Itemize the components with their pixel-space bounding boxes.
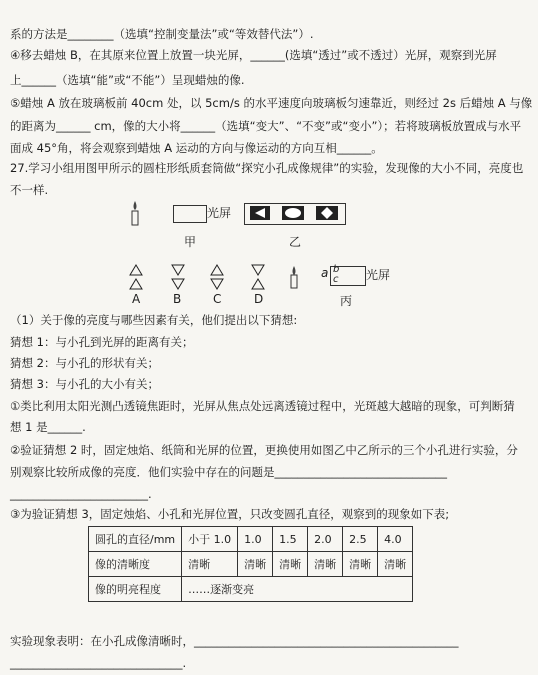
conclusion-line-1: 实验现象表明：在小孔成像清晰时，______________________________________________ — [10, 634, 459, 648]
table-row-diameter — [89, 527, 413, 552]
option-d-icon — [250, 264, 266, 290]
table-cell: 清晰 — [238, 552, 273, 577]
text-line-5: 的距离为______ cm，像的大小将______（选填“变大”、“不变”或“变小”）；若将玻璃板放置成与水平 — [10, 119, 522, 133]
option-d-label: D — [254, 292, 264, 306]
item-3-line-1: ③为验证猜想 3，固定烛焰、小孔和光屏位置，只改变圆孔直径，观察到的现象如下表; — [10, 507, 450, 521]
text-line-2: ④移去蜡烛 B，在其原来位置上放置一块光屏，______(选填“透过”或不透过）光屏，观察到光屏 — [10, 48, 497, 62]
option-a-icon — [128, 264, 144, 290]
question-27-line-2: 不一样. — [10, 183, 49, 197]
text-line-4: ⑤蜡烛 A 放在玻璃板前 40cm 处，以 5cm/s 的水平速度向玻璃板匀速靠近，则经过 2s 后蜡烛 A 与像 — [10, 96, 533, 110]
bing-label-a: a — [321, 266, 329, 280]
figure-caption-yi: 乙 — [289, 235, 302, 249]
candle-icon-bing — [289, 265, 299, 289]
item-2-line-3: ________________________. — [10, 487, 152, 501]
option-b-label: B — [173, 292, 182, 306]
hypothesis-2: 猜想 2：与小孔的形状有关； — [10, 356, 159, 370]
item-2-line-1: ②验证猜想 2 时，固定烛焰、纸筒和光屏的位置，更换使用如图乙中乙所示的三个小孔进行实验，分 — [10, 443, 518, 457]
question-27-line-1: 27.学习小组用图甲所示的圆柱形纸质套筒做“探究小孔成像规律”的实验，发现像的大小不同，亮度也 — [10, 161, 524, 175]
table-cell: 清晰 — [308, 552, 343, 577]
table-cell-brightness: ……逐渐变亮 — [182, 577, 413, 602]
circle-hole-icon — [282, 206, 304, 220]
table-row-brightness — [89, 577, 413, 602]
text-line-1: 系的方法是________（选填“控制变量法”或“等效替代法”）. — [10, 27, 314, 41]
table-cell: 1.0 — [238, 527, 273, 552]
text-line-3: 上______（选填“能”或“不能”）呈现蜡烛的像. — [10, 73, 245, 87]
conclusion-line-2: ______________________________. — [10, 656, 187, 670]
screen-label-jia: 光屏 — [207, 206, 232, 220]
table-cell: 4.0 — [378, 527, 413, 552]
square-hole-icon — [316, 206, 338, 220]
table-cell: 2.0 — [308, 527, 343, 552]
item-1-line-1: ①类比利用太阳光测凸透镜焦距时，光屏从焦点处远离透镜过程中，光斑越大越暗的现象，可判断猜 — [10, 399, 515, 413]
table-cell: 1.5 — [273, 527, 308, 552]
bing-label-b: b — [333, 264, 340, 275]
triangle-hole-icon — [250, 206, 270, 220]
hypothesis-1: 猜想 1：与小孔到光屏的距离有关； — [10, 335, 194, 349]
option-c-icon — [209, 264, 225, 290]
table-cell: 2.5 — [343, 527, 378, 552]
figure-caption-bing: 丙 — [340, 294, 353, 308]
paper-tube — [173, 205, 207, 223]
hypothesis-3: 猜想 3：与小孔的大小有关； — [10, 377, 159, 391]
option-c-label: C — [213, 292, 222, 306]
bing-label-c: c — [333, 274, 339, 285]
sub-question-1-intro: （1）关于像的亮度与哪些因素有关，他们提出以下猜想: — [10, 313, 298, 327]
table-header-clarity: 像的清晰度 — [89, 552, 182, 577]
table-cell: 清晰 — [343, 552, 378, 577]
table-cell: 清晰 — [378, 552, 413, 577]
item-1-line-2: 想 1 是______. — [10, 420, 86, 434]
table-row-clarity — [89, 552, 413, 577]
table-header-diameter: 圆孔的直径/mm — [89, 527, 182, 552]
observation-table — [88, 526, 413, 602]
screen-label-bing: 光屏 — [366, 268, 391, 282]
candle-icon-jia — [130, 200, 140, 226]
table-cell: 小于 1.0 — [182, 527, 238, 552]
text-line-6: 面成 45°角，将会观察到蜡烛 A 运动的方向与像运动的方向互相______。 — [10, 141, 383, 155]
item-2-line-2: 别观察比较所成像的亮度．他们实验中存在的问题是______________________________ — [10, 465, 447, 479]
option-a-label: A — [132, 292, 141, 306]
table-header-brightness: 像的明亮程度 — [89, 577, 182, 602]
figure-caption-jia: 甲 — [184, 235, 197, 249]
table-cell: 清晰 — [273, 552, 308, 577]
option-b-icon — [170, 264, 186, 290]
table-cell: 清晰 — [182, 552, 238, 577]
